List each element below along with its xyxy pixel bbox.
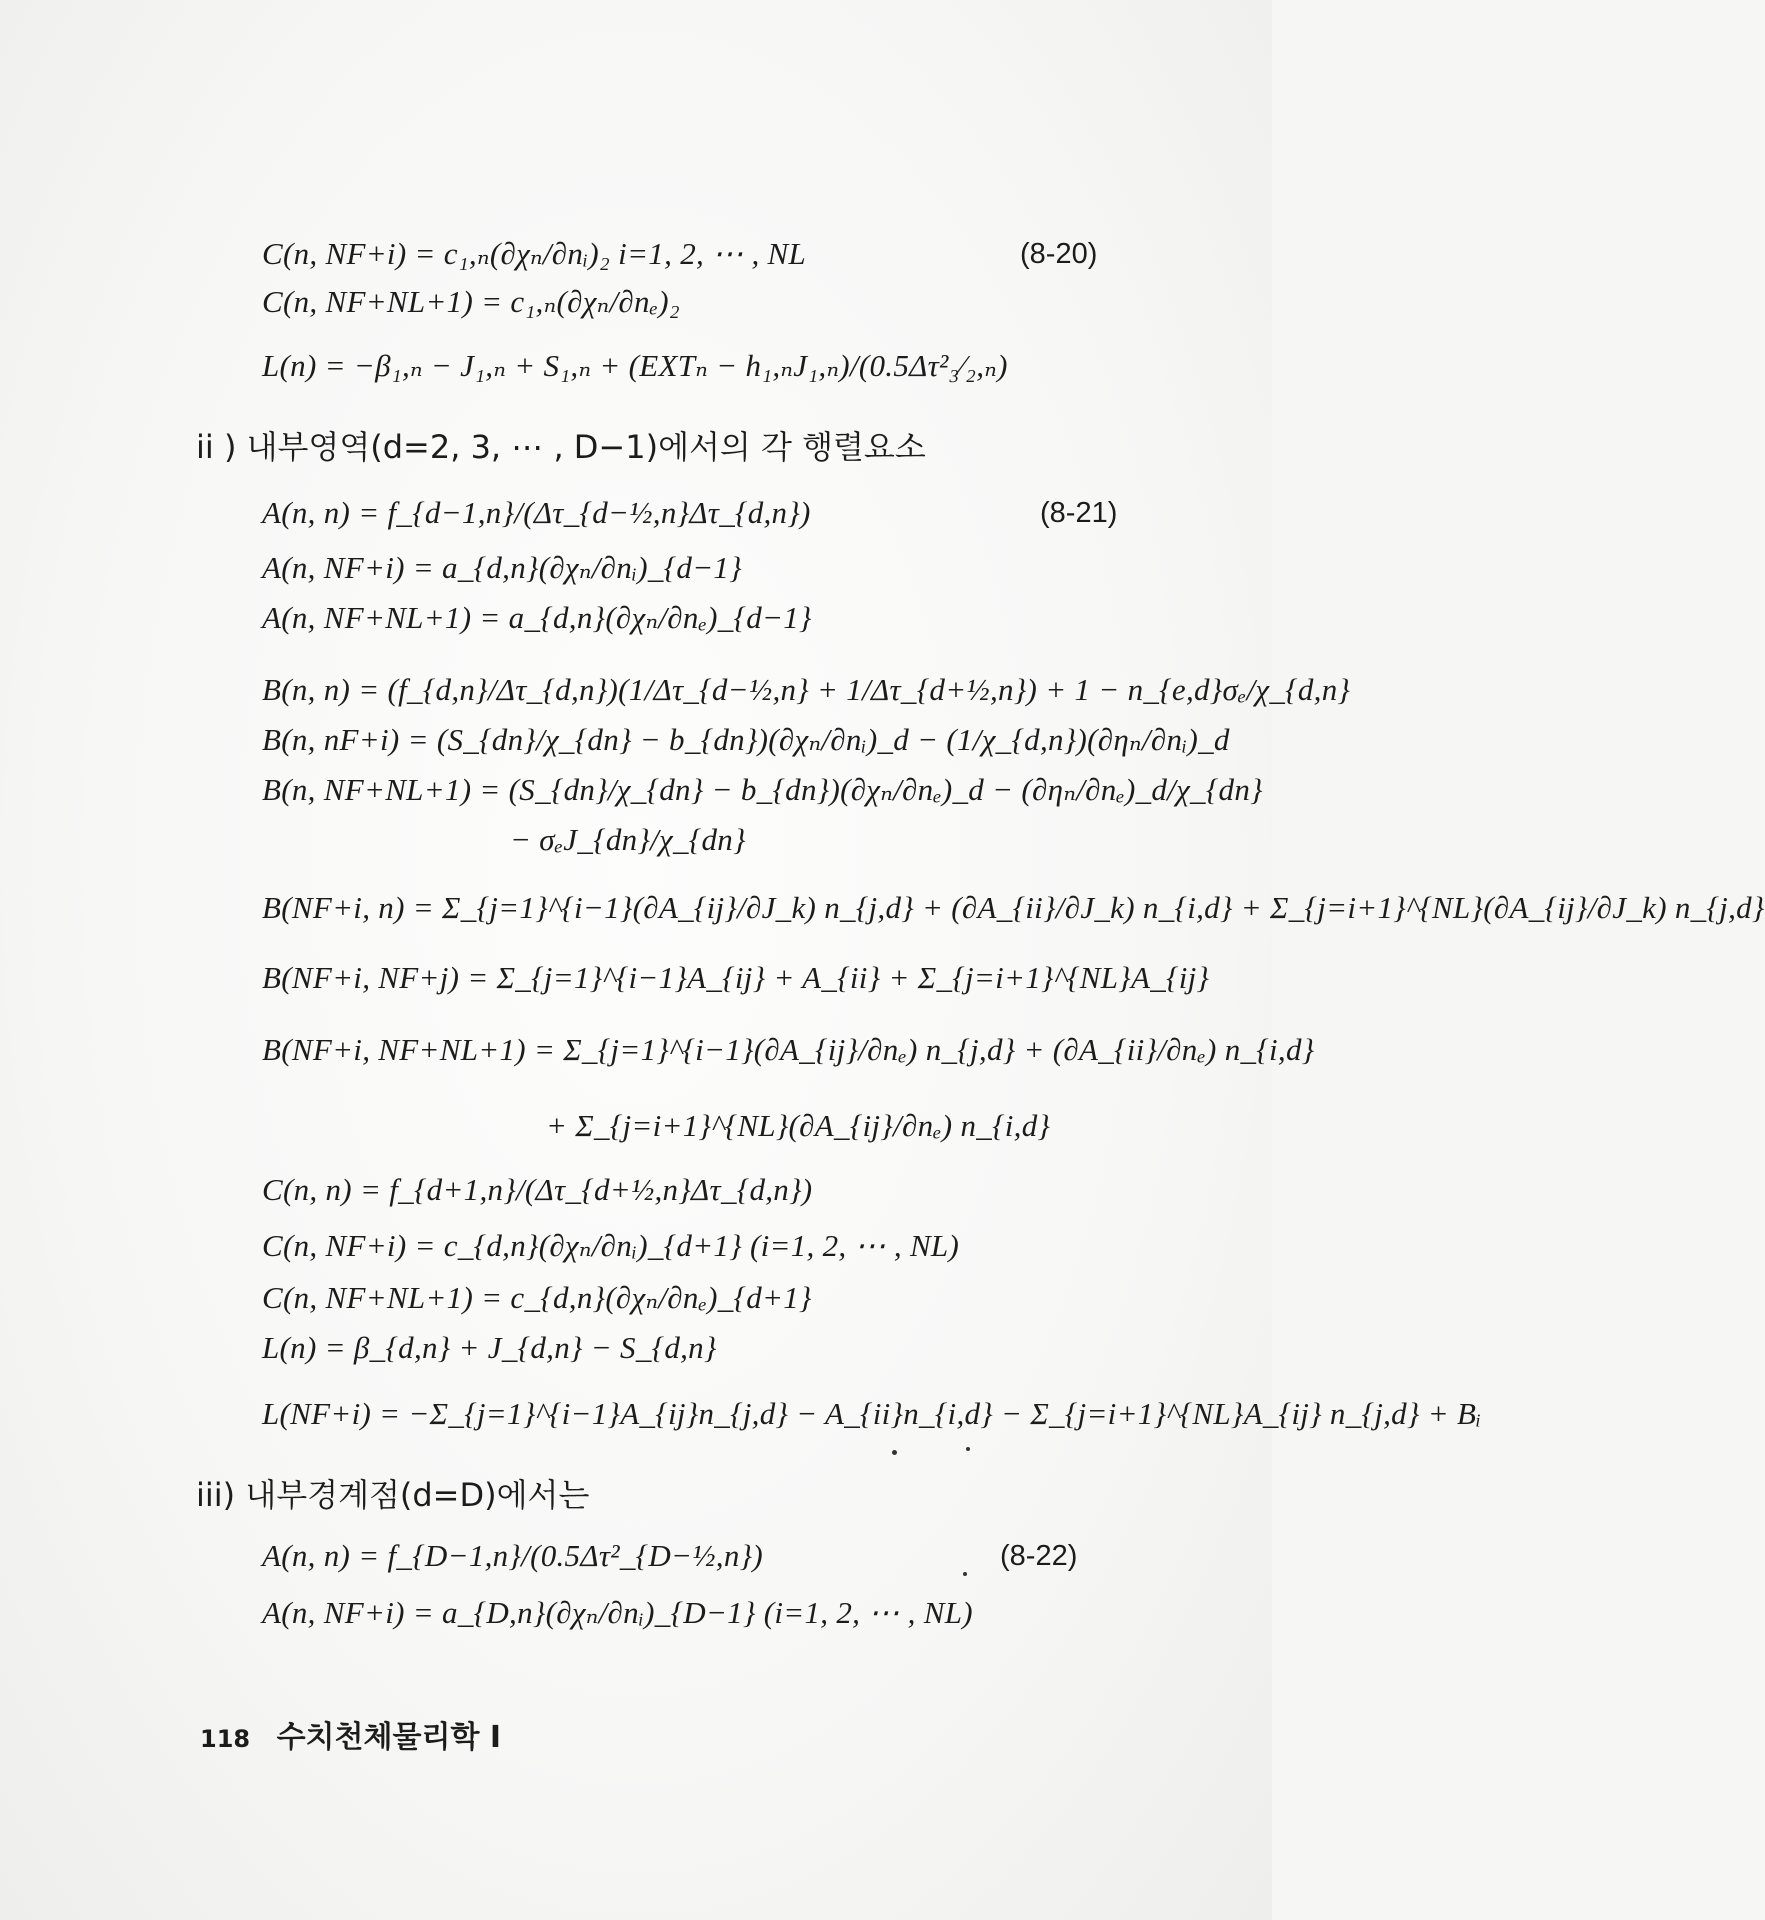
equation-number-8-22: (8-22) — [1000, 1540, 1078, 1572]
equation-8-20-line-2: C(n, NF+NL+1) = c₁,ₙ(∂χₙ/∂nₑ)₂ — [262, 284, 680, 319]
equation-8-21-line-9: B(NF+i, NF+j) = Σ_{j=1}^{i−1}A_{ij} + A_{ii} + Σ_{j=i+1}^{NL}A_{ij} — [262, 960, 1210, 995]
ink-speck — [963, 1572, 967, 1576]
equation-8-21-line-13: C(n, NF+i) = c_{d,n}(∂χₙ/∂nᵢ)_{d+1} (i=1, 2, ⋯ , NL) — [262, 1228, 960, 1263]
equation-8-21-line-3: A(n, NF+NL+1) = a_{d,n}(∂χₙ/∂nₑ)_{d−1} — [262, 600, 812, 635]
equation-8-21-line-10: B(NF+i, NF+NL+1) = Σ_{j=1}^{i−1}(∂A_{ij}/∂nₑ) n_{j,d} + (∂A_{ii}/∂nₑ) n_{i,d} — [262, 1032, 1315, 1067]
equation-number-8-21: (8-21) — [1040, 497, 1118, 529]
equation-8-21-line-6: B(n, NF+NL+1) = (S_{dn}/χ_{dn} − b_{dn})(∂χₙ/∂nₑ)_d − (∂ηₙ/∂nₑ)_d/χ_{dn} — [262, 772, 1263, 807]
equation-8-21-line-4: B(n, n) = (f_{d,n}/Δτ_{d,n})(1/Δτ_{d−½,n} + 1/Δτ_{d+½,n}) + 1 − n_{e,d}σₑ/χ_{d,n} — [262, 672, 1351, 707]
page-footer — [200, 1712, 501, 1756]
equation-8-21-line-12: C(n, n) = f_{d+1,n}/(Δτ_{d+½,n}Δτ_{d,n}) — [262, 1172, 813, 1207]
page-number: 118 — [200, 1725, 251, 1753]
equation-8-20-line-3: L(n) = −β₁,ₙ − J₁,ₙ + S₁,ₙ + (EXTₙ − h₁,ₙJ₁,ₙ)/(0.5Δτ²₃⁄₂,ₙ) — [262, 348, 1008, 383]
equation-8-21-line-7: − σₑJ_{dn}/χ_{dn} — [510, 822, 746, 857]
ink-speck — [892, 1450, 897, 1455]
section-heading-ii: ii ) 내부영역(d=2, 3, ⋯ , D−1)에서의 각 행렬요소 — [196, 428, 926, 466]
equation-8-21-line-14: C(n, NF+NL+1) = c_{d,n}(∂χₙ/∂nₑ)_{d+1} — [262, 1280, 812, 1315]
equation-8-20-line-1: C(n, NF+i) = c₁,ₙ(∂χₙ/∂nᵢ)₂ i=1, 2, ⋯ , NL — [262, 236, 807, 271]
equation-number-8-20: (8-20) — [1020, 238, 1098, 270]
equation-8-22-line-1: A(n, n) = f_{D−1,n}/(0.5Δτ²_{D−½,n}) — [262, 1538, 763, 1573]
equation-8-21-line-1: A(n, n) = f_{d−1,n}/(Δτ_{d−½,n}Δτ_{d,n}) — [262, 495, 811, 530]
ink-speck — [966, 1447, 970, 1451]
equation-8-21-line-16: L(NF+i) = −Σ_{j=1}^{i−1}A_{ij}n_{j,d} − A_{ii}n_{i,d} − Σ_{j=i+1}^{NL}A_{ij} n_{j,d} + Bᵢ — [262, 1396, 1482, 1431]
section-heading-iii: iii) 내부경계점(d=D)에서는 — [196, 1476, 590, 1514]
equation-8-21-line-15: L(n) = β_{d,n} + J_{d,n} − S_{d,n} — [262, 1330, 717, 1365]
book-title: 수치천체물리학 I — [276, 1720, 502, 1755]
equation-8-21-line-5: B(n, nF+i) = (S_{dn}/χ_{dn} − b_{dn})(∂χₙ/∂nᵢ)_d − (1/χ_{d,n})(∂ηₙ/∂nᵢ)_d — [262, 722, 1230, 757]
equation-8-21-line-11: + Σ_{j=i+1}^{NL}(∂A_{ij}/∂nₑ) n_{i,d} — [546, 1108, 1051, 1143]
equation-8-22-line-2: A(n, NF+i) = a_{D,n}(∂χₙ/∂nᵢ)_{D−1} (i=1, 2, ⋯ , NL) — [262, 1595, 973, 1630]
equation-8-21-line-8: B(NF+i, n) = Σ_{j=1}^{i−1}(∂A_{ij}/∂J_k) n_{j,d} + (∂A_{ii}/∂J_k) n_{i,d} + Σ_{j=i+1}^{NL}(∂A_{ij}/∂J_k) n_{j,d} — [262, 890, 1765, 925]
equation-8-21-line-2: A(n, NF+i) = a_{d,n}(∂χₙ/∂nᵢ)_{d−1} — [262, 550, 742, 585]
